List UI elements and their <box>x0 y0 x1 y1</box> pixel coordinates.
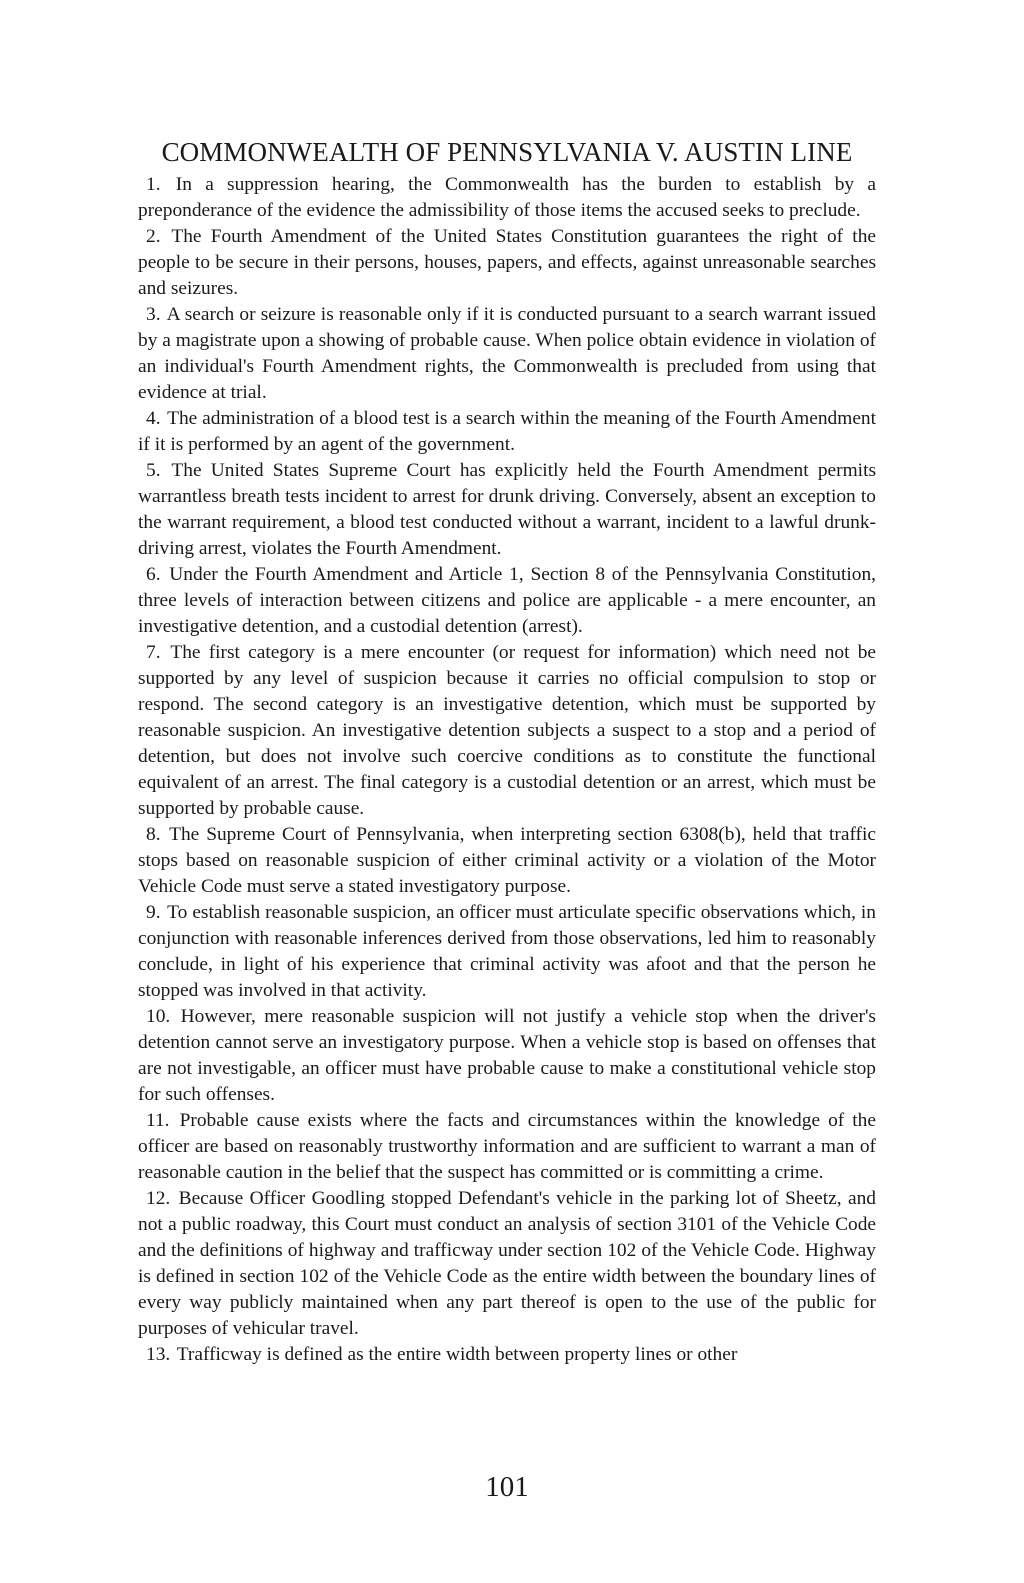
headnote-text: The Fourth Amendment of the United States Constitution guarantees the right of the people to be secure in their persons, houses, papers, and effects, against unreasonable searches and seizures. <box>138 226 876 299</box>
headnote-4 <box>138 406 876 458</box>
headnote-number: 5. <box>146 460 161 481</box>
page-number: 101 <box>485 1471 529 1503</box>
headnote-9 <box>138 900 876 1004</box>
headnote-number: 10. <box>146 1006 171 1027</box>
headnote-12 <box>138 1186 876 1342</box>
headnote-number: 11. <box>146 1110 170 1131</box>
headnote-5 <box>138 458 876 562</box>
headnote-number: 6. <box>146 564 161 585</box>
headnote-7 <box>138 640 876 822</box>
headnote-number: 2. <box>146 226 161 247</box>
page-title: COMMONWEALTH OF PENNSYLVANIA V. AUSTIN LINE <box>161 137 853 167</box>
headnote-10 <box>138 1004 876 1108</box>
headnote-number: 13. <box>146 1344 171 1365</box>
headnote-number: 12. <box>146 1188 171 1209</box>
headnote-13 <box>138 1342 876 1368</box>
headnote-number: 8. <box>146 824 161 845</box>
headnote-text: The United States Supreme Court has explicitly held the Fourth Amendment permits warrantless breath tests incident to arrest for drunk driving. Conversely, absent an exception to the warrant requirement, a blood test conducted without a warrant, incident to a lawful drunk-driving arrest, violates the Fourth Amendment. <box>138 460 876 559</box>
headnote-number: 9. <box>146 902 161 923</box>
headnote-6 <box>138 562 876 640</box>
headnote-text: To establish reasonable suspicion, an officer must articulate specific observations which, in conjunction with reasonable inferences derived from those observations, led him to reasonably conclude, in light of his experience that criminal activity was afoot and that the person he stopped was involved in that activity. <box>138 902 876 1001</box>
headnote-text: Trafficway is defined as the entire width between property lines or other <box>176 1344 738 1365</box>
headnote-number: 3. <box>146 304 161 325</box>
document-page <box>138 0 876 1583</box>
headnote-text: Because Officer Goodling stopped Defendant's vehicle in the parking lot of Sheetz, and not a public roadway, this Court must conduct an analysis of section 3101 of the Vehicle Code and the definitions of highway and trafficway under section 102 of the Vehicle Code. Highway is defined in section 102 of the Vehicle Code as the entire width between the boundary lines of every way publicly maintained when any part thereof is open to the use of the public for purposes of vehicular travel. <box>138 1188 876 1339</box>
headnote-text: The first category is a mere encounter (or request for information) which need not be supported by any level of suspicion because it carries no official compulsion to stop or respond. The second category is an investigative detention, which must be supported by reasonable suspicion. An investigative detention subjects a suspect to a stop and a period of detention, but does not involve such coercive conditions as to constitute the functional equivalent of an arrest. The final category is a custodial detention or an arrest, which must be supported by probable cause. <box>138 642 876 819</box>
headnote-1 <box>138 172 876 224</box>
headnote-2 <box>138 224 876 302</box>
headnote-text: However, mere reasonable suspicion will not justify a vehicle stop when the driver's detention cannot serve an investigatory purpose. When a vehicle stop is based on offenses that are not investigable, an officer must have probable cause to make a constitutional vehicle stop for such offenses. <box>138 1006 876 1105</box>
headnote-text: The administration of a blood test is a search within the meaning of the Fourth Amendment if it is performed by an agent of the government. <box>138 408 877 455</box>
headnote-text: In a suppression hearing, the Commonwealth has the burden to establish by a preponderance of the evidence the admissibility of those items the accused seeks to preclude. <box>138 174 876 221</box>
headnote-text: Probable cause exists where the facts and circumstances within the knowledge of the officer are based on reasonably trustworthy information and are sufficient to warrant a man of reasonable caution in the belief that the suspect has committed or is committing a crime. <box>138 1110 876 1183</box>
headnote-number: 7. <box>146 642 161 663</box>
headnote-8 <box>138 822 876 900</box>
headnotes-list <box>138 172 876 1368</box>
headnote-11 <box>138 1108 876 1186</box>
headnote-text: The Supreme Court of Pennsylvania, when interpreting section 6308(b), held that traffic stops based on reasonable suspicion of either criminal activity or a violation of the Motor Vehicle Code must serve a stated investigatory purpose. <box>138 824 877 897</box>
headnote-number: 4. <box>146 408 161 429</box>
headnote-text: A search or seizure is reasonable only if it is conducted pursuant to a search warrant issued by a magistrate upon a showing of probable cause. When police obtain evidence in violation of an individual's Fourth Amendment rights, the Commonwealth is precluded from using that evidence at trial. <box>138 304 876 403</box>
headnote-3 <box>138 302 876 406</box>
headnote-text: Under the Fourth Amendment and Article 1, Section 8 of the Pennsylvania Constitution, three levels of interaction between citizens and police are applicable - a mere encounter, an investigative detention, and a custodial detention (arrest). <box>138 564 876 637</box>
headnote-number: 1. <box>146 174 161 195</box>
